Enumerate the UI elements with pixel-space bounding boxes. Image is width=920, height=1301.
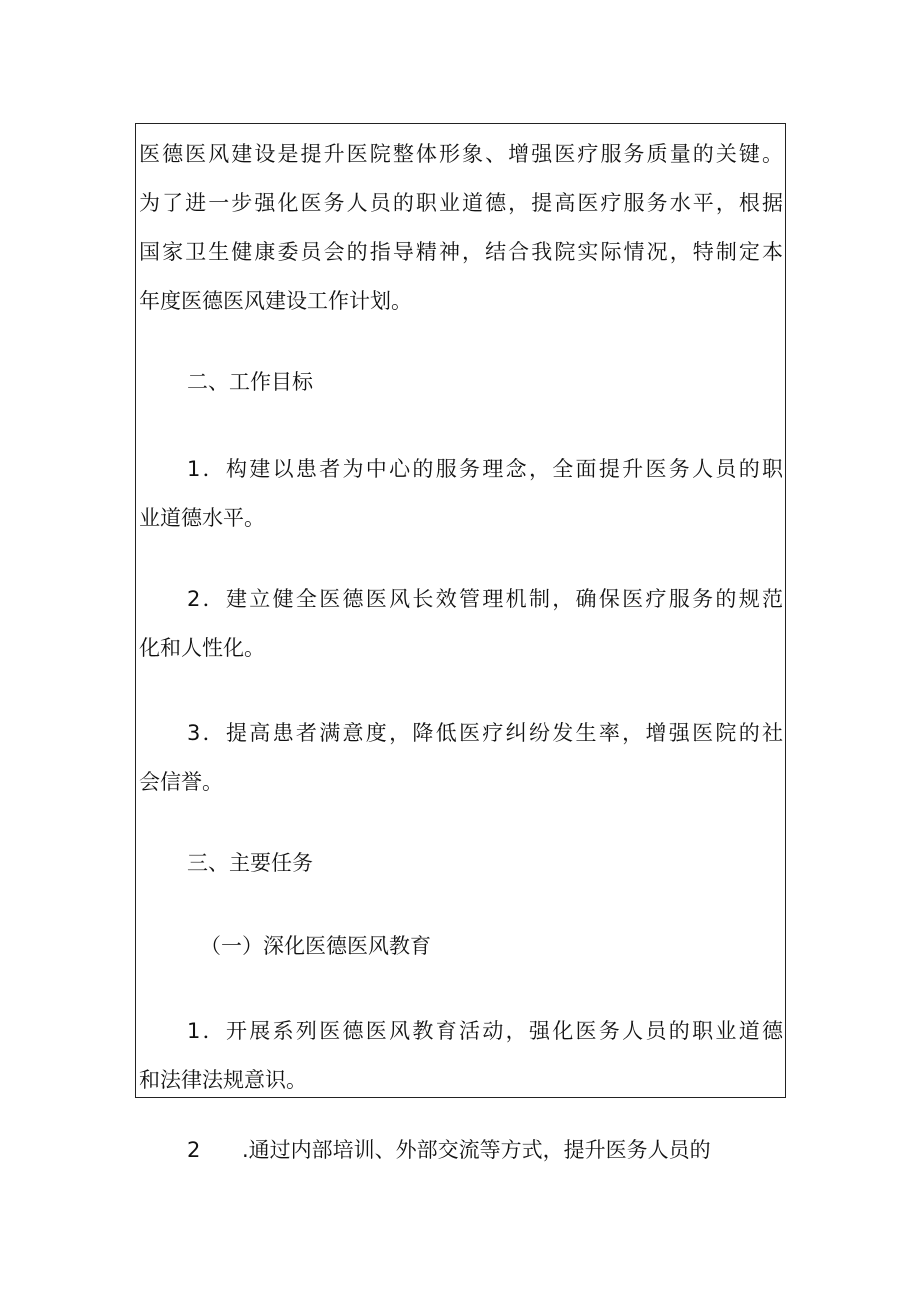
- intro-line-4: 年度医德医风建设工作计划。: [139, 289, 412, 313]
- goal-1-line-1: 1．构建以患者为中心的服务理念，全面提升医务人员的职: [187, 457, 783, 481]
- intro-line-1: 医德医风建设是提升医院整体形象、增强医疗服务质量的关键。: [139, 142, 783, 166]
- section-heading-tasks: 三、主要任务: [187, 851, 313, 875]
- task-2-number: 2: [187, 1138, 201, 1162]
- intro-line-2: 为了进一步强化医务人员的职业道德，提高医疗服务水平，根据: [139, 191, 783, 215]
- task-1-line-2: 和法律法规意识。: [139, 1068, 307, 1092]
- intro-line-3: 国家卫生健康委员会的指导精神，结合我院实际情况，特制定本: [139, 240, 783, 264]
- task-2-text: .通过内部培训、外部交流等方式，提升医务人员的: [242, 1138, 711, 1162]
- goal-1-line-2: 业道德水平。: [139, 506, 265, 530]
- task-1-line-1: 1．开展系列医德医风教育活动，强化医务人员的职业道德: [187, 1019, 783, 1043]
- goal-3-line-2: 会信誉。: [139, 770, 223, 794]
- section-heading-goals: 二、工作目标: [187, 370, 313, 394]
- subsection-heading-education: （一）深化医德医风教育: [200, 934, 431, 958]
- goal-2-line-1: 2．建立健全医德医风长效管理机制，确保医疗服务的规范: [187, 587, 783, 611]
- goal-2-line-2: 化和人性化。: [139, 636, 265, 660]
- goal-3-line-1: 3．提高患者满意度，降低医疗纠纷发生率，增强医院的社: [187, 721, 783, 745]
